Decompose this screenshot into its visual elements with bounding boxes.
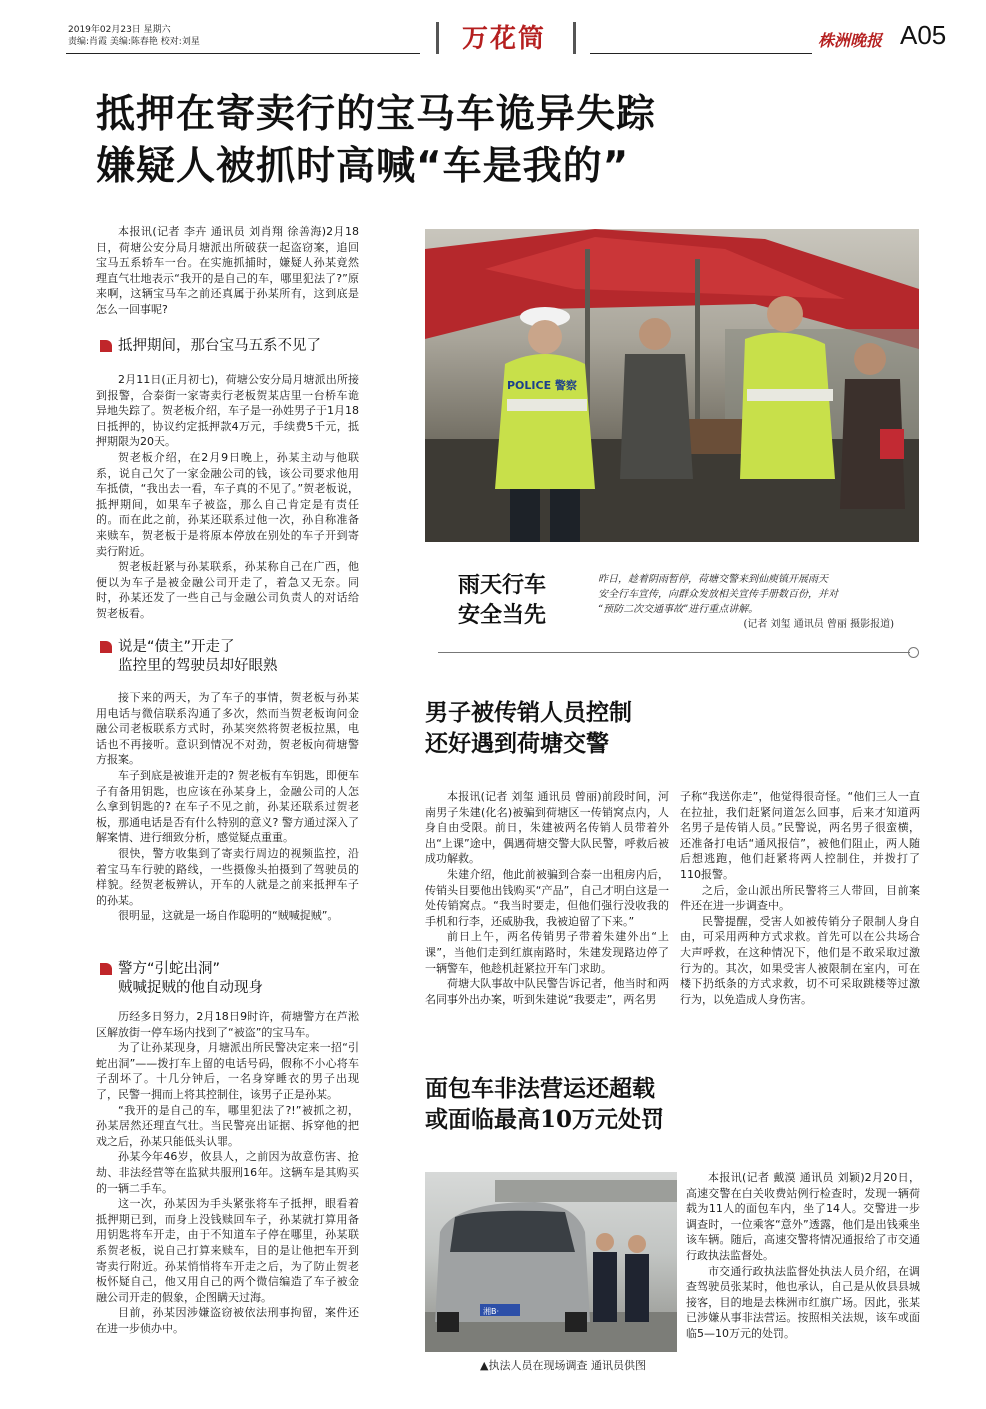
red-bag xyxy=(880,429,904,459)
paragraph: 子称“我送你走”，他觉得很奇怪。“他们三人一直在拉扯，我们赶紧问道怎么回事，后来才知道两名男子是传销人员。”民警说，两名男子很蛮横，还准备打电话“通风报信”，被他们阻止，两人随后想逃跑，他们赶紧将两人控制住，并拨打了110报警。 xyxy=(680,790,920,881)
subhead-2 xyxy=(100,638,370,676)
paragraph: 贺老板介绍，在2月9日晚上，孙某主动与他联系，说自己欠了一家金融公司的钱，该公司要求他用车抵债，“我出去一看，车子真的不见了。”贺老板说，抵押期间，如果车子被盗，那么自己肯定是有责任的。而在此之前，孙某还联系过他一次，孙自称准备来赎车，贺老板于是将原本停放在别处的车子开到寄卖行附近。 xyxy=(96,450,359,558)
van-windshield xyxy=(450,1211,575,1252)
paragraph: 贺老板赶紧与孙某联系，孙某称自己在广西，他便以为车子是被金融公司开走了，着急又无奈。同时，孙某还发了一些自己与金融公司负责人的对话给贺老板看。 xyxy=(96,560,359,620)
officer-uniform xyxy=(593,1252,617,1322)
paragraph: 车子到底是被谁开走的? 贺老板有车钥匙，即便车子有备用钥匙，也应该在孙某身上，金融公司的人怎么拿到钥匙的? 在车子不见之前，孙某还联系过贺老板，那通电话是否有什么特别的意义? 警方通过深入了解案情、进行细致分析，感觉疑点重重。 xyxy=(96,768,359,845)
photo-feature-title xyxy=(458,570,546,630)
vest-text: POLICE 警察 xyxy=(507,379,577,392)
paragraph: 很明显，这就是一场自作聪明的“贼喊捉贼”。 xyxy=(118,909,339,923)
license-plate-text: 湘B· xyxy=(483,1307,500,1316)
photo-feature-caption xyxy=(598,572,918,632)
paragraph: 这一次，孙某因为手头紧张将车子抵押，眼看着抵押期已到，而身上没钱赎回车子，孙某就打算用备用钥匙将车开走，由于不知道车子停在哪里，孙某联系贺老板，说自己打算来赎车，目的是让他把车开到寄卖行附近。孙某悄悄将车开走之后，为了防止贺老板怀疑自己，他又用自己的两个微信编造了车子被金融公司开走的假象，企图瞒天过海。 xyxy=(96,1197,359,1304)
subhead-3-text xyxy=(118,960,263,998)
officer-head xyxy=(596,1233,614,1251)
reflective-vest xyxy=(740,333,835,479)
story2-column-right xyxy=(680,789,920,1007)
story3-body xyxy=(686,1170,920,1342)
paragraph: 接下来的两天，为了车子的事情，贺老板与孙某用电话与微信联系沟通了多次，然而当贺老板询问金融公司老板联系方式时，孙某突然将贺老板拉黑，电话也不再接听。意识到情况不对劲，贺老板向荷塘警方报案。 xyxy=(96,691,359,767)
story3-headline-line2: 或面临最高10万元处罚 xyxy=(425,1106,665,1133)
lead-headline-line1: 抵押在寄卖行的宝马车诡异失踪 xyxy=(96,92,657,137)
paragraph: 为了让孙某现身，月塘派出所民警决定来一招“引蛇出洞”——拨打车上留的电话号码，假称不小心将车子刮坏了。十几分钟后，一名身穿睡衣的男子出现了，民警一拥而上将其控制住，该男子正是孙某。 xyxy=(96,1041,359,1101)
lead-intro-text: 本报讯(记者 李卉 通讯员 刘肖翔 徐善海)2月18日，荷塘公安分局月塘派出所破获一起盗窃案，追回宝马五系轿车一台。在实施抓捕时，嫌疑人孙某竟然理直气壮地表示“我开的是自己的车，哪里犯法了?”原来啊，这辆宝马车之前还真属于孙某所有，这到底是怎么一回事呢? xyxy=(96,225,359,316)
caption-rule-end-icon xyxy=(908,647,919,658)
brand-logo: 株洲晚报 xyxy=(818,31,883,50)
subhead-3 xyxy=(100,960,370,998)
header-rule-right xyxy=(590,53,812,54)
header-divider-left xyxy=(436,22,439,54)
paragraph: 本报讯(记者 戴漠 通讯员 刘颖)2月20日，高速交警在白关收费站例行检查时，发现一辆荷载为11人的面包车内，坐了14人。交警进一步调查时，一位乘客“意外”透露，他们是出钱乘坐该车辆。随后，高速交警将情况通报给了市交通行政执法监督处。 xyxy=(686,1171,920,1262)
civilian-head xyxy=(639,318,671,350)
paragraph: 孙某今年46岁，攸县人，之前因为故意伤害、抢劫、非法经营等在监狱共服刑16年。这辆车是其购买的一辆二手车。 xyxy=(96,1150,359,1195)
vest-stripe xyxy=(507,399,587,411)
photo-title-line2: 安全当先 xyxy=(458,602,547,628)
paragraph: 荷塘大队事故中队民警告诉记者，他当时和两名同事外出办案，听到朱建说“我要走”，两名男 xyxy=(425,977,669,1006)
subhead-2-text xyxy=(118,638,278,676)
lead-section-3 xyxy=(96,1009,359,1336)
van-photo-caption: ▲执法人员在现场调查 通讯员供图 xyxy=(480,1359,646,1372)
caption-line: 安全行车宣传，向群众发放相关宣传手册数百份，并对 xyxy=(598,589,838,600)
lead-intro xyxy=(96,224,359,318)
story3-headline xyxy=(425,1073,664,1135)
paragraph: “我开的是自己的车，哪里犯法了?!”被抓之初，孙某居然还理直气壮。当民警亮出证据、拆穿他的把戏之后，孙某只能低头认罪。 xyxy=(96,1103,359,1148)
toll-canopy xyxy=(495,1180,677,1202)
header-divider-right xyxy=(573,22,576,54)
paragraph: 民警提醒，受害人如被传销分子限制人身自由，可采用两种方式求救。首先可以在公共场合大声呼救，在这种情况下，他们是不敢采取过激行为的。其次，如果受害人被限制在室内，可在楼下扔纸条的方式求救，切不可采取跳楼等过激行为，以免造成人身伤害。 xyxy=(680,914,920,1006)
photo-title-line1: 雨天行车 xyxy=(458,572,547,598)
paragraph: 之后，金山派出所民警将三人带回，目前案件还在进一步调查中。 xyxy=(680,883,920,913)
subhead-2-line1: 说是“债主”开走了 xyxy=(118,639,235,655)
subhead-3-line2: 贼喊捉贼的他自动现身 xyxy=(118,980,263,996)
officer-head xyxy=(767,296,803,332)
police-photo-illustration xyxy=(425,229,919,542)
story2-headline xyxy=(425,697,632,759)
editors-line: 责编:肖霞 美编:陈春艳 校对:刘星 xyxy=(68,37,200,47)
paragraph: 前日上午，两名传销男子带着朱建外出“上课”，当他们走到红旗南路时，朱建发现路边停了一辆警车，他趁机赶紧拉开车门求助。 xyxy=(425,930,669,975)
lead-section-2 xyxy=(96,690,359,924)
date-line: 2019年02月23日 星期六 xyxy=(68,25,171,35)
lead-headline-line2: 嫌疑人被抓时高喊“车是我的” xyxy=(96,144,630,189)
van-photo-illustration xyxy=(425,1172,677,1352)
trousers xyxy=(510,489,540,542)
section-title: 万花筒 xyxy=(462,24,547,54)
subhead-3-line1: 警方“引蛇出洞” xyxy=(118,961,221,977)
photo-credit: (记者 刘玺 通讯员 曾丽 摄影报道) xyxy=(743,619,894,630)
subhead-2-line2: 监控里的驾驶员却好眼熟 xyxy=(118,658,278,674)
story3-headline-line1: 面包车非法营运还超载 xyxy=(425,1075,655,1102)
woman-head xyxy=(854,343,886,375)
subhead-1-text: 抵押期间，那台宝马五系不见了 xyxy=(118,338,321,354)
caption-line: “预防二次交通事故”进行重点讲解。 xyxy=(598,604,759,615)
van-photo xyxy=(425,1172,677,1352)
caption-rule xyxy=(438,652,910,653)
subhead-1 xyxy=(100,337,370,356)
subhead-marker xyxy=(100,340,112,352)
van-wheel xyxy=(437,1312,459,1332)
paragraph: 2月11日(正月初七)，荷塘公安分局月塘派出所接到报警，合泰街一家寄卖行老板贺某店里一台桥车诡异地失踪了。贺老板介绍，车子是一孙姓男子于1月18日抵押的，协议约定抵押款4万元，手续费5千元，抵押期限为20天。 xyxy=(96,373,359,449)
subhead-marker xyxy=(100,963,112,975)
header-rule-left xyxy=(66,53,420,54)
police-photo xyxy=(425,229,919,542)
story2-column-left xyxy=(425,789,669,1007)
paragraph: 目前，孙某因涉嫌盗窃被依法刑事拘留，案件还在进一步侦办中。 xyxy=(96,1306,359,1335)
paragraph: 历经多日努力，2月18日9时许，荷塘警方在芦淞区解放街一停车场内找到了“被盗”的宝马车。 xyxy=(96,1010,359,1039)
subhead-marker xyxy=(100,641,112,653)
policeman-head xyxy=(528,320,562,354)
paragraph: 很快，警方收集到了寄卖行周边的视频监控，沿着宝马车行驶的路线，一些摄像头拍摄到了驾驶员的样貌。经贺老板辨认，开车的人就是之前来抵押车子的孙某。 xyxy=(96,846,359,907)
reflective-vest xyxy=(495,354,595,489)
van-wheel xyxy=(565,1312,587,1332)
civilian-jacket xyxy=(620,354,693,479)
officer-uniform xyxy=(625,1254,649,1322)
caption-line: 昨日，趁着阴雨暂停，荷塘交警来到仙庾镇开展雨天 xyxy=(598,574,828,585)
story2-headline-line2: 还好遇到荷塘交警 xyxy=(425,730,609,757)
officer-head xyxy=(628,1235,646,1253)
lead-section-1 xyxy=(96,372,359,622)
story2-headline-line1: 男子被传销人员控制 xyxy=(425,699,632,726)
trousers xyxy=(550,489,580,542)
page-number: A05 xyxy=(900,20,947,50)
paragraph: 朱建介绍，他此前被骗到合泰一出租房内后，传销头目要他出钱购买“产品”，自己才明白这是一处传销窝点。“我当时要走，但他们强行没收我的手机和行李，还威胁我，我被迫留了下来。” xyxy=(425,867,669,928)
paragraph: 市交通行政执法监督处执法人员介绍，在调查驾驶员张某时，他也承认，自己是从攸县县城接客，目的地是去株洲市红旗广场。因此，张某已涉嫌从事非法营运。按照相关法规，该车或面临5—10万元的处罚。 xyxy=(686,1264,920,1340)
vest-stripe xyxy=(747,389,833,401)
paragraph: 本报讯(记者 刘玺 通讯员 曾丽)前段时间，河南男子朱建(化名)被骗到荷塘区一传销窝点内，人身自由受限。前日，朱建被两名传销人员带着外出“上课”途中，偶遇荷塘交警大队民警，呼救后被成功解救。 xyxy=(425,790,669,866)
